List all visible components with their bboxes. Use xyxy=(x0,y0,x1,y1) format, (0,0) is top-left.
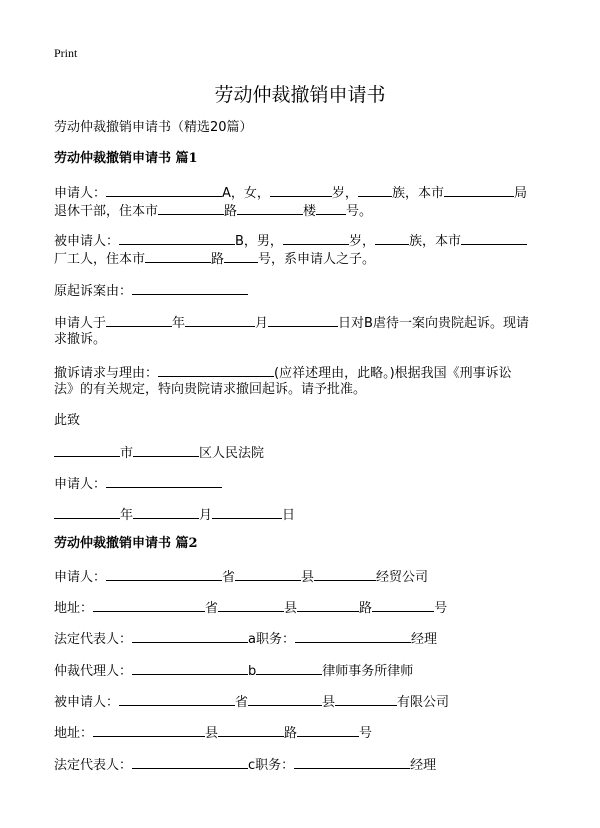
s1-retired: 退休干部，住本市 xyxy=(54,204,159,219)
s2-r-legal-rep-line xyxy=(54,755,554,775)
blank xyxy=(119,231,235,245)
s1-road2: 路 xyxy=(211,252,225,267)
s1-ethnicity2: 族，本市 xyxy=(408,234,461,249)
s1-sign-label: 申请人： xyxy=(54,477,107,492)
subtitle: 劳动仲裁撤销申请书（精选20篇） xyxy=(54,120,253,135)
blank xyxy=(106,183,222,197)
s2-r-legal-rep-c: c职务： xyxy=(248,758,295,773)
blank xyxy=(93,598,205,612)
s1-applicant-a: A，女， xyxy=(222,186,270,201)
blank xyxy=(237,201,303,215)
s1-cause-label: 原起诉案由： xyxy=(54,284,133,299)
blank xyxy=(294,755,410,769)
s1-number2: 号，系申请人之子。 xyxy=(258,252,376,267)
blank xyxy=(268,313,338,327)
s2-a-county: 县 xyxy=(284,601,298,616)
print-link[interactable]: Print xyxy=(54,46,78,60)
s1-cause-line xyxy=(54,281,554,301)
s1-cizhi: 此致 xyxy=(54,413,81,428)
s2-r-address-line xyxy=(54,723,554,743)
s1-ju: 局 xyxy=(513,186,527,201)
blank xyxy=(106,313,172,327)
s2-legal-rep-line xyxy=(54,629,554,649)
s1-ethnicity: 族，本市 xyxy=(391,186,444,201)
s1-respondent-line xyxy=(54,231,554,251)
s1-age2: 岁， xyxy=(348,234,375,249)
blank xyxy=(297,723,359,737)
s2-r-county: 县 xyxy=(322,695,336,710)
section1-title: 劳动仲裁撤销申请书 篇1 xyxy=(54,151,198,166)
s1-reason-text2: 法》的有关规定，特向贵院请求撤回起诉。请予批准。 xyxy=(54,382,367,397)
blank xyxy=(248,692,322,706)
s2-address-line xyxy=(54,598,554,618)
s1-applicant-line xyxy=(54,183,554,203)
blank xyxy=(133,505,199,519)
blank xyxy=(444,183,514,197)
blank xyxy=(297,598,359,612)
blank xyxy=(132,661,248,675)
blank xyxy=(54,505,120,519)
s1-reason-label: 撤诉请求与理由： xyxy=(54,366,159,381)
s1-sign-line xyxy=(54,474,554,494)
blank xyxy=(235,567,301,581)
s1-applicant-label: 申请人： xyxy=(54,186,107,201)
blank xyxy=(106,474,222,488)
s2-respondent-label: 被申请人： xyxy=(54,695,120,710)
s2-r-company: 有限公司 xyxy=(397,695,450,710)
s1-court: 区人民法院 xyxy=(199,446,265,461)
blank xyxy=(372,598,434,612)
s1-filed-prefix: 申请人于 xyxy=(54,316,107,331)
blank xyxy=(133,443,199,457)
s2-r-road: 路 xyxy=(284,726,298,741)
s1-respondent-b: B，男， xyxy=(235,234,283,249)
blank xyxy=(106,567,222,581)
s1-filed-suffix: 日对B虐待一案向贵院起诉。现请 xyxy=(338,316,529,331)
s1-date-month: 月 xyxy=(199,508,213,523)
blank xyxy=(270,183,332,197)
blank xyxy=(132,281,248,295)
blank xyxy=(375,231,409,245)
s2-agent-label: 仲裁代理人： xyxy=(54,664,133,679)
s1-factory: 厂工人，住本市 xyxy=(54,252,146,267)
blank xyxy=(358,183,392,197)
blank xyxy=(145,249,211,263)
s1-date-year: 年 xyxy=(120,508,134,523)
blank xyxy=(218,598,284,612)
blank xyxy=(218,723,284,737)
s2-applicant-line xyxy=(54,567,554,587)
section2-title: 劳动仲裁撤销申请书 篇2 xyxy=(54,536,198,551)
blank xyxy=(461,231,527,245)
blank xyxy=(132,629,248,643)
s1-filed-line xyxy=(54,313,554,333)
blank xyxy=(212,505,282,519)
blank xyxy=(158,363,274,377)
s2-law-firm: 律师事务所律师 xyxy=(322,664,414,679)
s2-agent-line xyxy=(54,661,554,681)
s2-r-number: 号 xyxy=(359,726,373,741)
s1-date-day: 日 xyxy=(282,508,296,523)
s2-applicant-label: 申请人： xyxy=(54,570,107,585)
blank xyxy=(316,201,346,215)
s1-building: 楼 xyxy=(303,204,317,219)
s1-number: 号。 xyxy=(346,204,373,219)
s1-age: 岁， xyxy=(331,186,358,201)
blank xyxy=(256,661,322,675)
s1-date-line xyxy=(54,505,554,525)
blank xyxy=(93,723,205,737)
blank xyxy=(335,692,397,706)
blank xyxy=(314,567,376,581)
s1-court-line xyxy=(54,443,554,463)
s1-reason-text1: (应祥述理由，此略。)根据我国《刑事诉讼 xyxy=(274,366,512,381)
s2-r-legal-rep-label: 法定代表人： xyxy=(54,758,133,773)
blank xyxy=(132,755,248,769)
blank xyxy=(295,629,411,643)
blank xyxy=(185,313,255,327)
blank xyxy=(158,201,224,215)
s2-a-number: 号 xyxy=(434,601,448,616)
s2-company: 经贸公司 xyxy=(376,570,429,585)
s1-reason-line xyxy=(54,363,554,383)
s2-a-province: 省 xyxy=(205,601,219,616)
s2-a-road: 路 xyxy=(359,601,373,616)
s2-r-county2: 县 xyxy=(205,726,219,741)
blank xyxy=(54,443,120,457)
blank xyxy=(119,692,235,706)
s2-r-address-label: 地址： xyxy=(54,726,94,741)
s2-province: 省 xyxy=(222,570,236,585)
s2-respondent-line xyxy=(54,692,554,712)
s2-legal-rep-label: 法定代表人： xyxy=(54,632,133,647)
s2-agent-b: b xyxy=(248,664,257,679)
s1-factory-line xyxy=(54,249,554,269)
s2-r-province: 省 xyxy=(235,695,249,710)
s1-retired-line xyxy=(54,201,554,221)
s2-county: 县 xyxy=(301,570,315,585)
s1-road: 路 xyxy=(224,204,238,219)
s2-address-label: 地址： xyxy=(54,601,94,616)
s2-r-manager: 经理 xyxy=(410,758,437,773)
s1-respondent-label: 被申请人： xyxy=(54,234,120,249)
s1-year: 年 xyxy=(172,316,186,331)
blank xyxy=(224,249,258,263)
s2-manager: 经理 xyxy=(410,632,437,647)
s1-month: 月 xyxy=(255,316,269,331)
blank xyxy=(283,231,349,245)
s1-city: 市 xyxy=(120,446,134,461)
s1-filed-cont: 求撤诉。 xyxy=(54,332,107,347)
document-title: 劳动仲裁撤销申请书 xyxy=(214,84,386,106)
s2-legal-rep-a: a职务： xyxy=(248,632,295,647)
